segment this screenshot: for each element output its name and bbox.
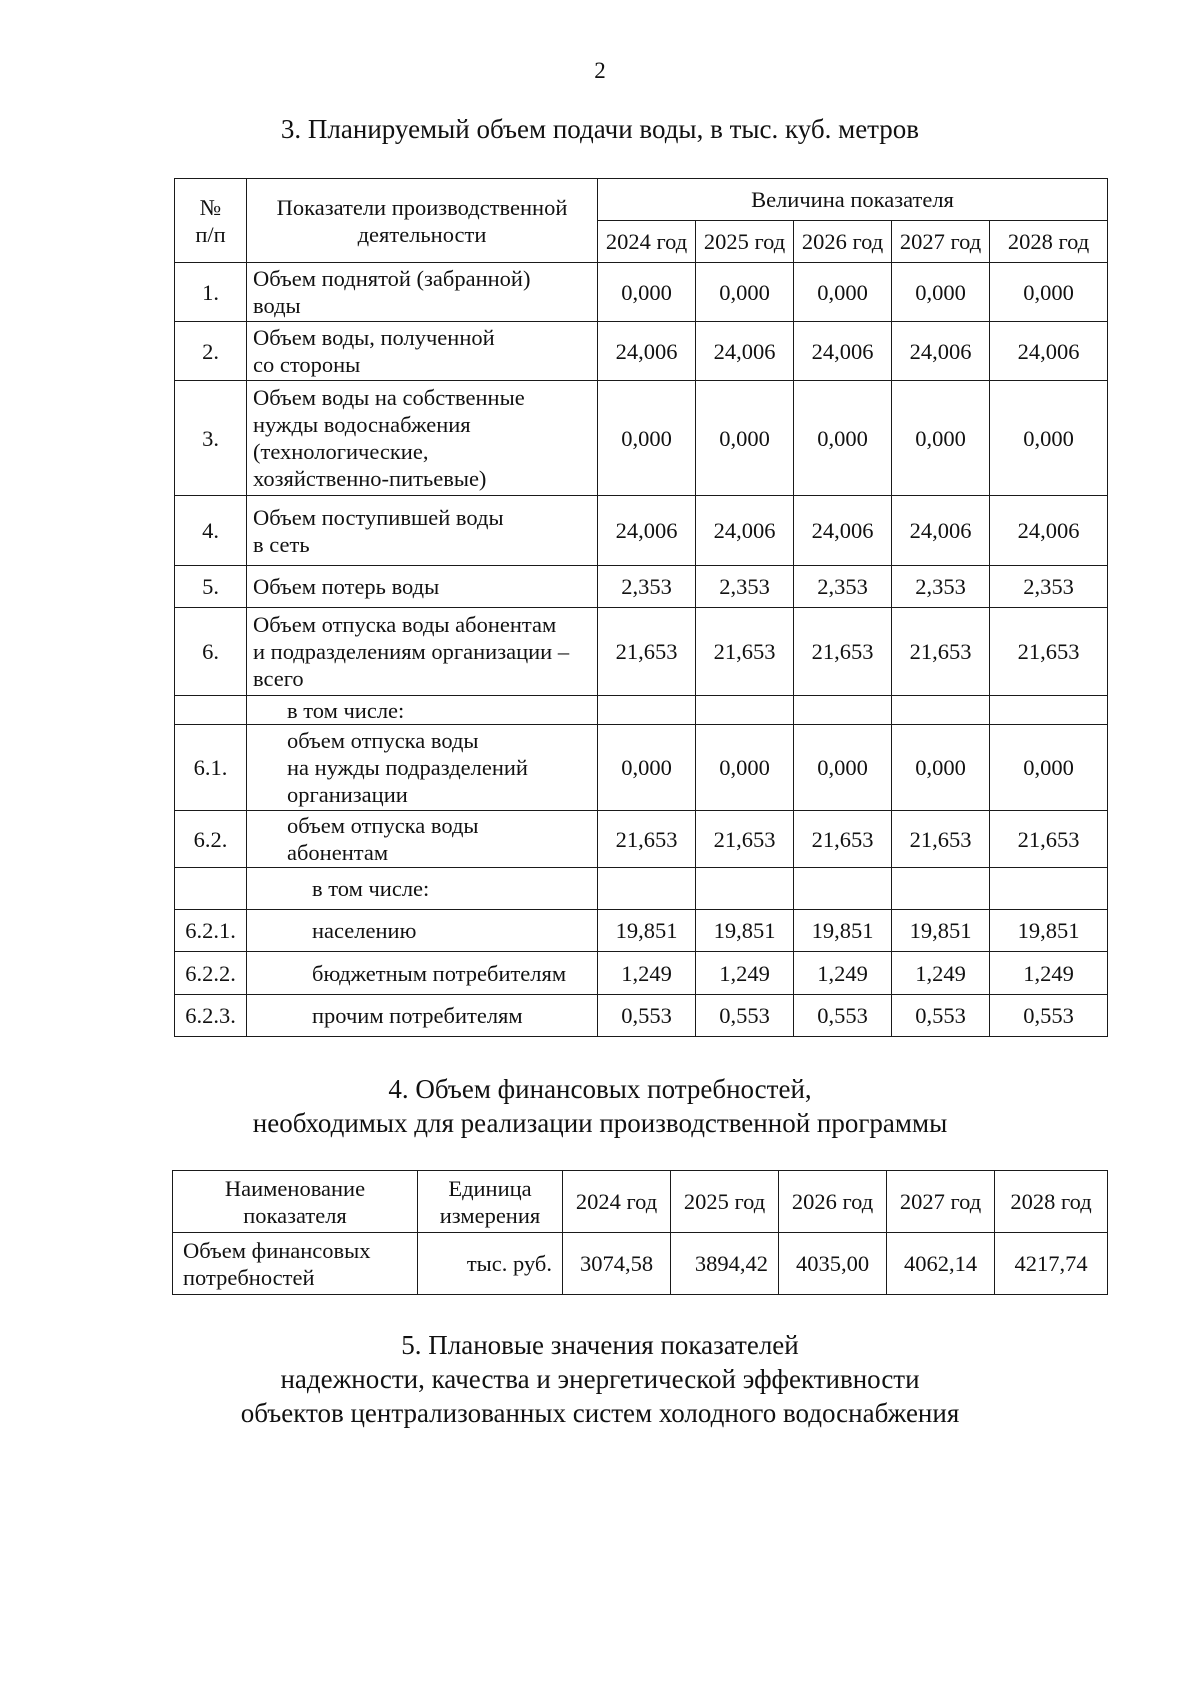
table-row (175, 952, 1108, 995)
row-label: Объем поднятой (забранной) воды (247, 263, 598, 322)
row-value: 4062,14 (887, 1233, 995, 1295)
row-value: 0,000 (990, 381, 1108, 496)
row-value: 19,851 (892, 910, 990, 952)
row-label: в том числе: (247, 696, 598, 725)
row-label: Объем воды на собственные нужды водоснабжения (технологические, хозяйственно-питьевые) (247, 381, 598, 496)
financial-needs-table (172, 1170, 1108, 1295)
row-value: 0,000 (794, 381, 892, 496)
row-value: 21,653 (892, 811, 990, 868)
row-value: 24,006 (990, 322, 1108, 381)
row-value: 1,249 (598, 952, 696, 995)
table-row (175, 381, 1108, 496)
row-value (598, 868, 696, 910)
row-label: Объем потерь воды (247, 566, 598, 608)
header-year: 2028 год (990, 221, 1108, 263)
row-label: объем отпуска воды на нужды подразделений организации (247, 725, 598, 811)
table-row (175, 910, 1108, 952)
table-row (175, 322, 1108, 381)
row-value: 21,653 (598, 811, 696, 868)
row-value: 0,000 (892, 381, 990, 496)
row-num: 6.2.2. (175, 952, 247, 995)
row-value: 24,006 (696, 496, 794, 566)
row-value: 24,006 (696, 322, 794, 381)
row-value: 2,353 (892, 566, 990, 608)
table-row (175, 811, 1108, 868)
page-number: 2 (594, 58, 606, 83)
row-value: 4035,00 (779, 1233, 887, 1295)
row-value: 1,249 (696, 952, 794, 995)
row-label: в том числе: (247, 868, 598, 910)
row-value: 0,000 (990, 263, 1108, 322)
row-value: 0,000 (696, 725, 794, 811)
row-value: 19,851 (598, 910, 696, 952)
table-row (175, 725, 1108, 811)
header-year: 2025 год (671, 1171, 779, 1233)
table-header-row (173, 1171, 1108, 1233)
row-num: 6. (175, 608, 247, 696)
header-name: Наименование показателя (173, 1171, 418, 1233)
row-value: 24,006 (990, 496, 1108, 566)
row-value: 2,353 (598, 566, 696, 608)
row-value (696, 868, 794, 910)
row-value: 19,851 (794, 910, 892, 952)
header-num: № п/п (175, 179, 247, 263)
section-3-title: 3. Планируемый объем подачи воды, в тыс. куб. метров (280, 114, 920, 144)
row-value: 24,006 (892, 496, 990, 566)
section-5-title: 5. Плановые значения показателей надежности, качества и энергетической эффективности объектов централизованных систем холодного водоснабжения (240, 1330, 960, 1428)
header-year: 2026 год (794, 221, 892, 263)
row-value: 3074,58 (563, 1233, 671, 1295)
row-unit: тыс. руб. (418, 1233, 563, 1295)
row-value: 2,353 (794, 566, 892, 608)
header-year: 2024 год (598, 221, 696, 263)
table-row (175, 263, 1108, 322)
header-year: 2027 год (887, 1171, 995, 1233)
row-value (598, 696, 696, 725)
row-value: 24,006 (598, 322, 696, 381)
row-value: 21,653 (794, 811, 892, 868)
row-label: прочим потребителям (247, 995, 598, 1037)
row-value: 0,000 (794, 263, 892, 322)
header-year: 2024 год (563, 1171, 671, 1233)
row-value: 0,000 (598, 725, 696, 811)
row-num: 6.2. (175, 811, 247, 868)
row-value: 24,006 (794, 496, 892, 566)
row-value: 0,553 (990, 995, 1108, 1037)
row-label: бюджетным потребителям (247, 952, 598, 995)
row-num (175, 696, 247, 725)
row-label: Объем отпуска воды абонентам и подразделениям организации – всего (247, 608, 598, 696)
table-row (175, 696, 1108, 725)
row-value (696, 696, 794, 725)
row-value (794, 868, 892, 910)
row-value (892, 696, 990, 725)
row-value: 24,006 (794, 322, 892, 381)
row-value (990, 696, 1108, 725)
table-row (173, 1233, 1108, 1295)
row-value: 2,353 (696, 566, 794, 608)
row-value: 0,000 (696, 381, 794, 496)
row-value: 0,000 (598, 263, 696, 322)
row-num: 5. (175, 566, 247, 608)
row-label: Объем финансовых потребностей (173, 1233, 418, 1295)
header-year: 2026 год (779, 1171, 887, 1233)
row-num: 6.1. (175, 725, 247, 811)
row-value (990, 868, 1108, 910)
row-value: 0,000 (696, 263, 794, 322)
row-value: 24,006 (598, 496, 696, 566)
table-row (175, 995, 1108, 1037)
row-value: 21,653 (990, 608, 1108, 696)
row-value: 0,553 (794, 995, 892, 1037)
header-year: 2028 год (995, 1171, 1108, 1233)
row-value: 0,000 (598, 381, 696, 496)
row-num: 6.2.3. (175, 995, 247, 1037)
row-value: 1,249 (794, 952, 892, 995)
row-value: 0,000 (892, 263, 990, 322)
row-value: 21,653 (892, 608, 990, 696)
row-value (892, 868, 990, 910)
row-label: населению (247, 910, 598, 952)
row-value: 19,851 (990, 910, 1108, 952)
table-row (175, 608, 1108, 696)
row-num: 4. (175, 496, 247, 566)
table-row (175, 566, 1108, 608)
row-num: 3. (175, 381, 247, 496)
row-value: 24,006 (892, 322, 990, 381)
row-label: объем отпуска воды абонентам (247, 811, 598, 868)
row-value: 19,851 (696, 910, 794, 952)
table-row (175, 868, 1108, 910)
row-value (794, 696, 892, 725)
row-label: Объем воды, полученной со стороны (247, 322, 598, 381)
row-value: 21,653 (696, 608, 794, 696)
row-value: 0,553 (892, 995, 990, 1037)
table-header-row (175, 179, 1108, 221)
row-num: 1. (175, 263, 247, 322)
row-value: 3894,42 (671, 1233, 779, 1295)
row-value: 21,653 (696, 811, 794, 868)
row-value: 0,553 (696, 995, 794, 1037)
header-value-group: Величина показателя (598, 179, 1108, 221)
row-num: 6.2.1. (175, 910, 247, 952)
header-indicator: Показатели производственной деятельности (247, 179, 598, 263)
row-value: 0,000 (892, 725, 990, 811)
row-value: 4217,74 (995, 1233, 1108, 1295)
row-value: 0,000 (794, 725, 892, 811)
row-value: 21,653 (990, 811, 1108, 868)
header-year: 2025 год (696, 221, 794, 263)
row-value: 1,249 (990, 952, 1108, 995)
header-unit: Единица измерения (418, 1171, 563, 1233)
section-4-title: 4. Объем финансовых потребностей, необходимых для реализации производственной программы (252, 1074, 948, 1138)
table-row (175, 496, 1108, 566)
row-value: 21,653 (794, 608, 892, 696)
row-num (175, 868, 247, 910)
row-value: 1,249 (892, 952, 990, 995)
row-value: 2,353 (990, 566, 1108, 608)
row-value: 21,653 (598, 608, 696, 696)
row-num: 2. (175, 322, 247, 381)
row-value: 0,553 (598, 995, 696, 1037)
row-value: 0,000 (990, 725, 1108, 811)
water-supply-table (174, 178, 1108, 1037)
row-label: Объем поступившей воды в сеть (247, 496, 598, 566)
header-year: 2027 год (892, 221, 990, 263)
